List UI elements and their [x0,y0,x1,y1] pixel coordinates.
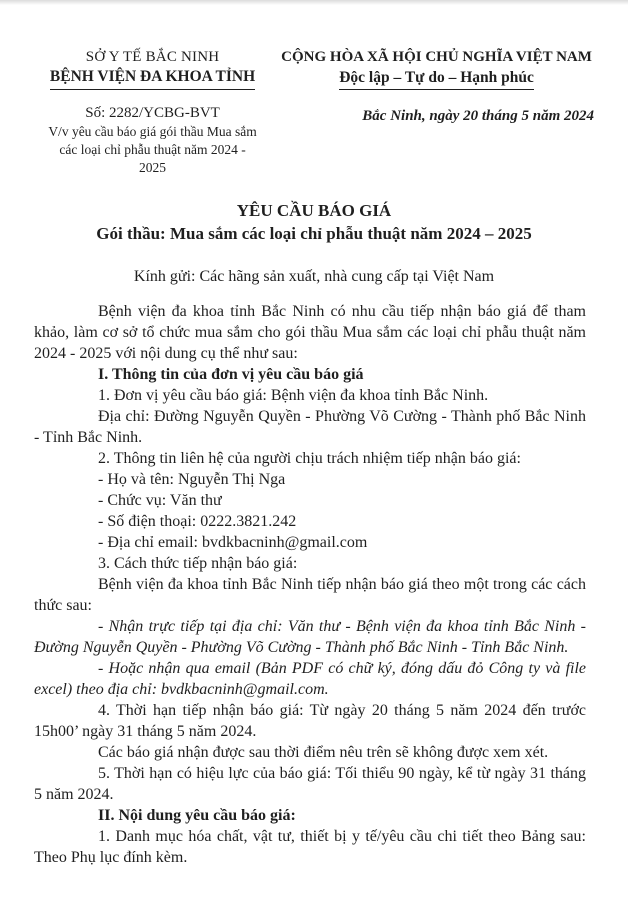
title-block [30,199,598,245]
paragraph-deadline: 4. Thời hạn tiếp nhận báo giá: Từ ngày 20 tháng 5 năm 2024 đến trước 15h00’ ngày 31 tháng 5 năm 2024. [34,702,586,740]
issuing-org-block [30,48,275,177]
document-subject: V/v yêu cầu báo giá gói thầu Mua sắm các loại chỉ phẫu thuật năm 2024 - 2025 [48,124,257,175]
document-number: Số: 2282/YCBG-BVT [85,105,220,121]
paragraph-contact-title: - Chức vụ: Văn thư [98,492,222,509]
page-top-shadow [0,0,628,5]
section-heading-2: II. Nội dung yêu cầu báo giá: [98,807,296,824]
document-header [30,48,598,177]
paragraph-method-direct: - Nhận trực tiếp tại địa chỉ: Văn thư - Bệnh viện đa khoa tỉnh Bắc Ninh - Đường Nguyễn Quyền - Phường Võ Cường - Thành phố Bắc Ninh - Tỉnh Bắc Ninh. [34,618,586,656]
document-subtitle: Gói thầu: Mua sắm các loại chỉ phẫu thuật năm 2024 – 2025 [96,224,532,243]
paragraph-method-lead: Bệnh viện đa khoa tỉnh Bắc Ninh tiếp nhận báo giá theo một trong các cách thức sau: [34,576,586,614]
paragraph-contact-name: - Họ và tên: Nguyễn Thị Nga [98,471,286,488]
national-header-block [275,48,598,126]
org-parent-name: SỞ Y TẾ BẮC NINH [85,49,220,65]
paragraph-address: Địa chỉ: Đường Nguyễn Quyền - Phường Võ Cường - Thành phố Bắc Ninh - Tỉnh Bắc Ninh. [34,408,586,446]
paragraph-item-list: 1. Danh mục hóa chất, vật tư, thiết bị y tế/yêu cầu chi tiết theo Bảng sau: Theo Phụ lục đính kèm. [34,828,586,866]
salutation: Kính gửi: Các hãng sản xuất, nhà cung cấp tại Việt Nam [133,268,495,285]
paragraph-contact-email: - Địa chỉ email: bvdkbacninh@gmail.com [98,534,368,551]
org-name: BỆNH VIỆN ĐA KHOA TỈNH [50,67,255,90]
paragraph-intro: Bệnh viện đa khoa tỉnh Bắc Ninh có nhu cầu tiếp nhận báo giá để tham khảo, làm cơ sở tổ chức mua sắm cho gói thầu Mua sắm các loại chỉ phẫu thuật năm 2024 - 2025 với nội dung cụ thể như sau: [34,303,586,362]
national-motto-line1: CỘNG HÒA XÃ HỘI CHỦ NGHĨA VIỆT NAM [281,49,592,65]
section-heading-1: I. Thông tin của đơn vị yêu cầu báo giá [98,366,364,383]
paragraph-method-email: - Hoặc nhận qua email (Bản PDF có chữ ký, đóng dấu đỏ Công ty và file excel) theo địa chỉ: bvdkbacninh@gmail.com. [34,660,586,698]
document-body [30,301,598,868]
document-title: YÊU CẦU BÁO GIÁ [236,201,392,220]
paragraph-late-note: Các báo giá nhận được sau thời điểm nêu trên sẽ không được xem xét. [98,744,549,761]
paragraph-contact-intro: 2. Thông tin liên hệ của người chịu trách nhiệm tiếp nhận báo giá: [98,450,521,467]
national-motto-line2: Độc lập – Tự do – Hạnh phúc [339,67,534,90]
paragraph-method-intro: 3. Cách thức tiếp nhận báo giá: [98,555,298,572]
paragraph-validity: 5. Thời hạn có hiệu lực của báo giá: Tối thiểu 90 ngày, kể từ ngày 31 tháng 5 năm 2024. [34,765,586,803]
place-and-date: Bắc Ninh, ngày 20 tháng 5 năm 2024 [362,108,594,124]
paragraph-contact-phone: - Số điện thoại: 0222.3821.242 [98,513,297,530]
paragraph-unit: 1. Đơn vị yêu cầu báo giá: Bệnh viện đa khoa tỉnh Bắc Ninh. [98,387,489,404]
